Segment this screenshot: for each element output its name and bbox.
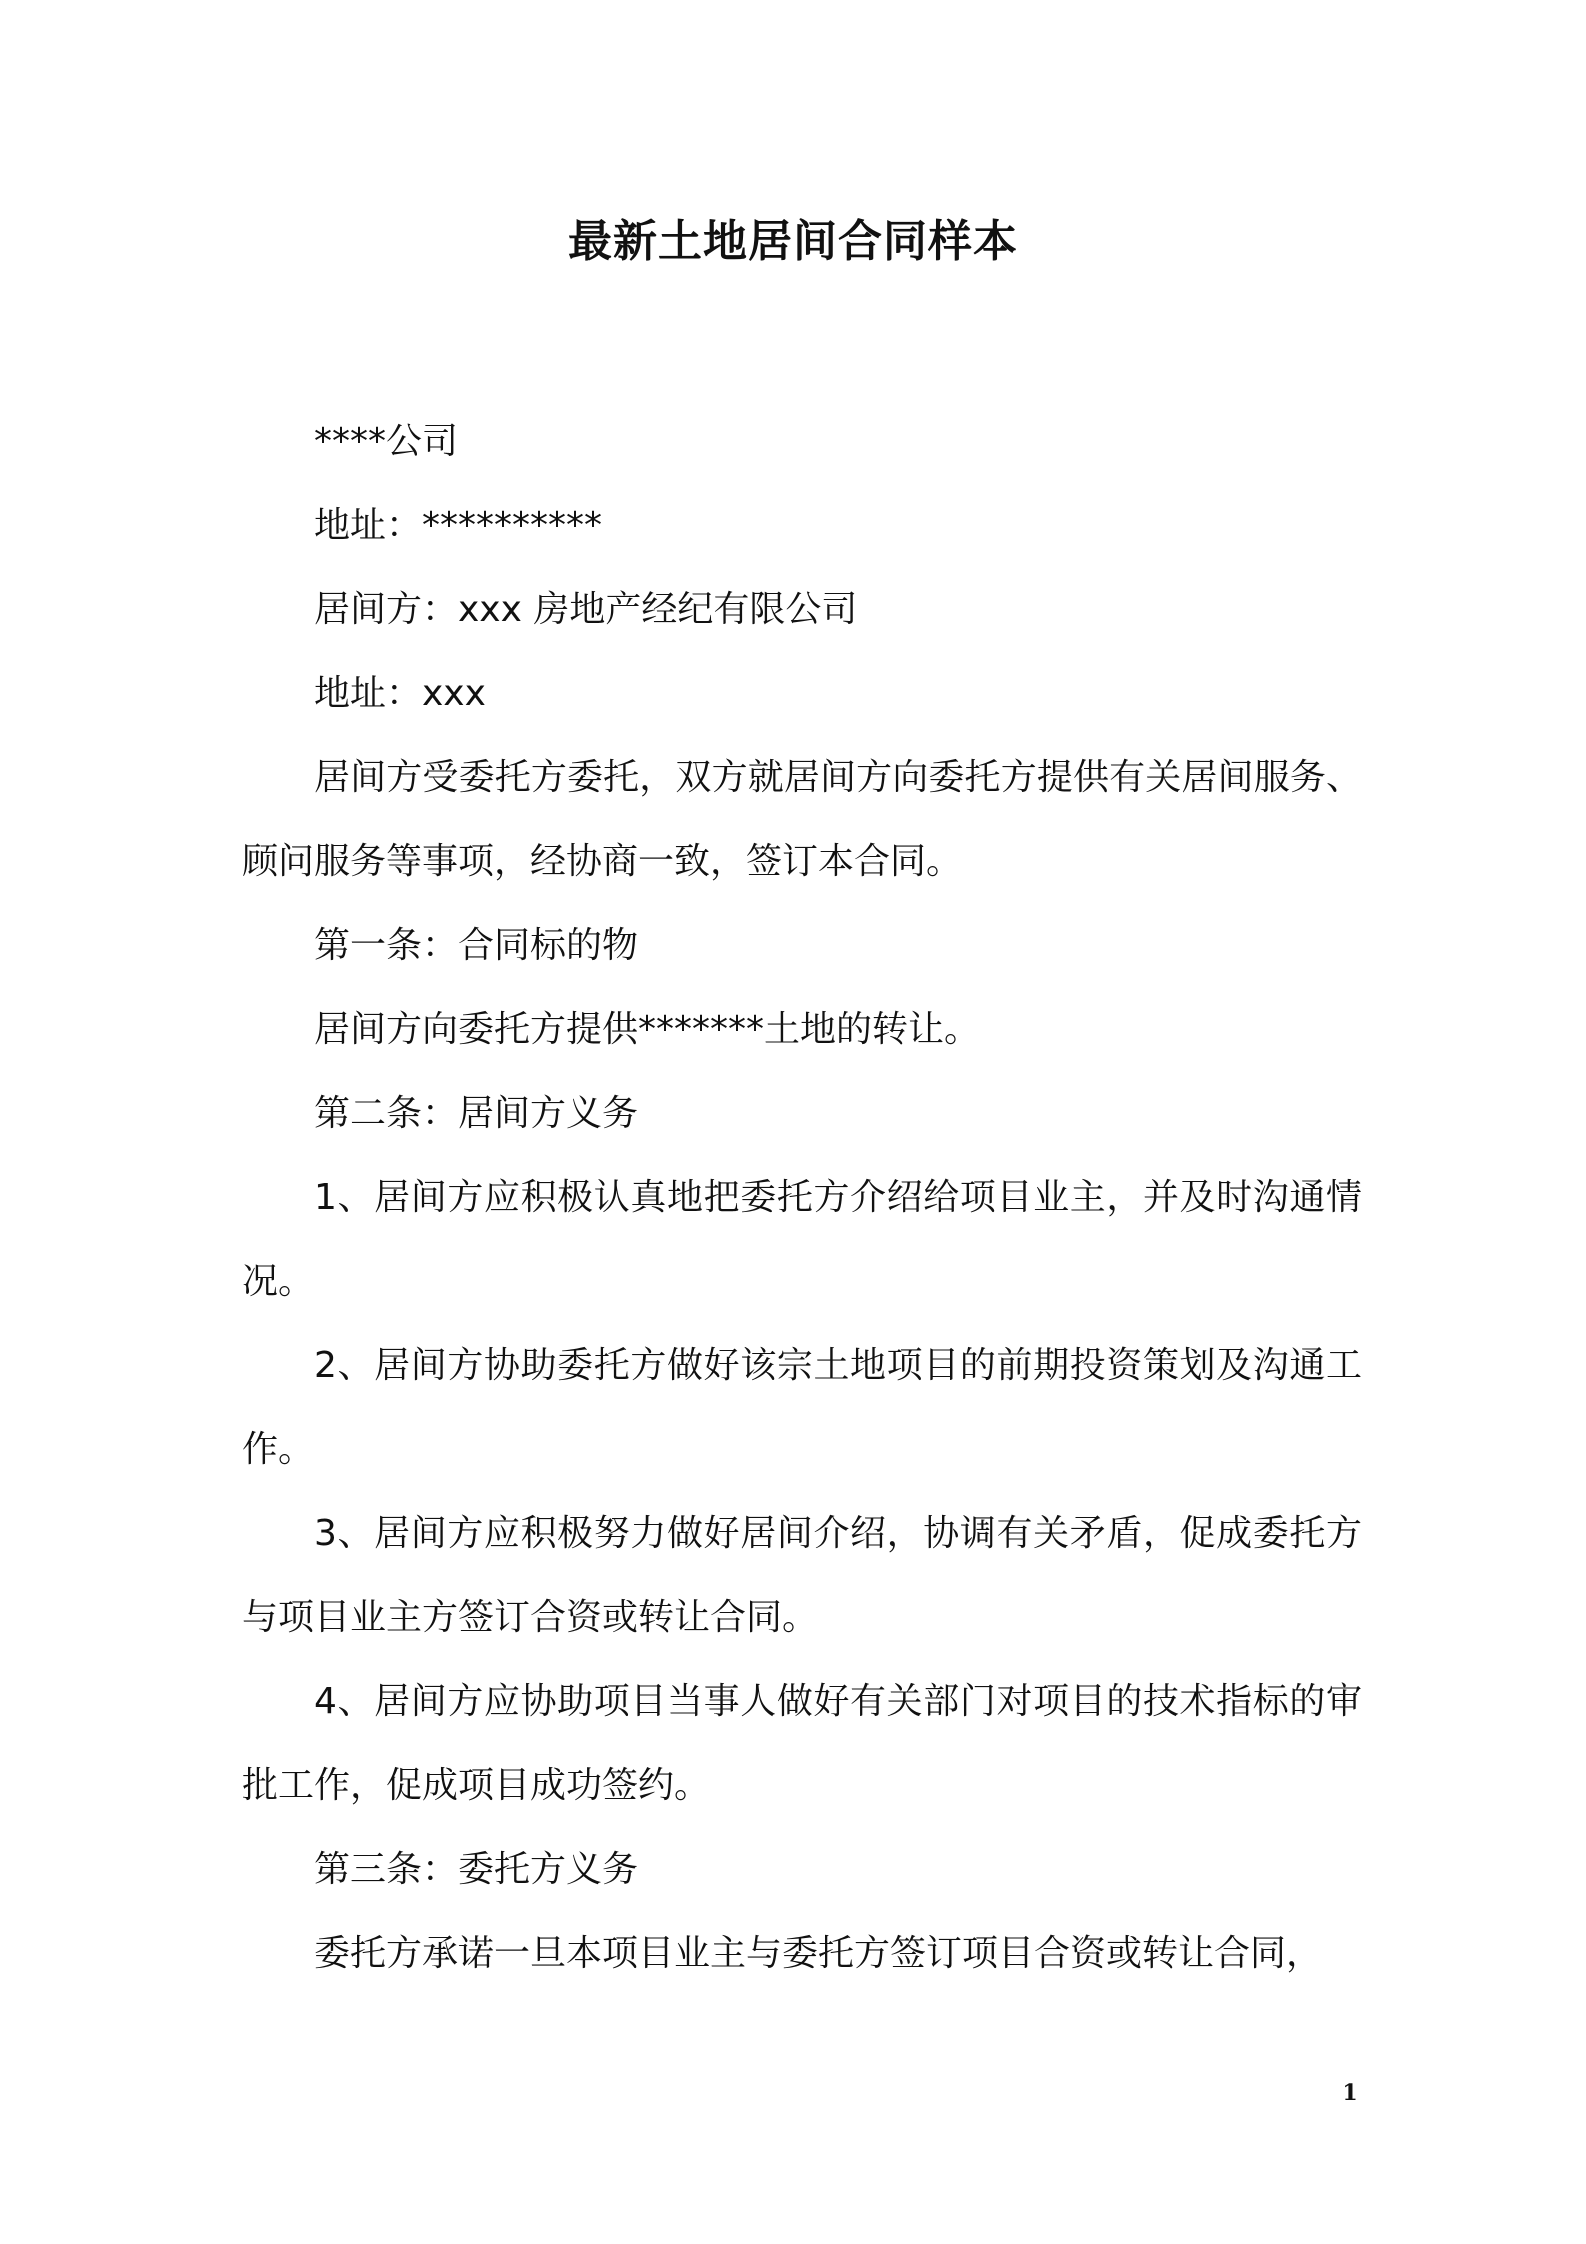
article-one-text: 居间方向委托方提供*******土地的转让。 — [314, 1009, 981, 1050]
party-company-address: 地址：********** — [314, 505, 603, 546]
party-company: ****公司 — [314, 421, 459, 462]
article-three-text: 委托方承诺一旦本项目业主与委托方签订项目合资或转让合同， — [314, 1933, 1323, 1974]
article-three-heading: 第三条：委托方义务 — [314, 1849, 639, 1890]
article-two-heading: 第二条：居间方义务 — [314, 1093, 639, 1134]
preamble-paragraph: 居间方受委托方委托，双方就居间方向委托方提供有关居间服务、顾问服务等事项，经协商一致，签订本合同。 — [242, 757, 1362, 882]
intermediary-party: 居间方：xxx 房地产经纪有限公司 — [314, 589, 858, 630]
document-title: 最新土地居间合同样本 — [568, 216, 1018, 267]
article-two-item-3: 3、居间方应积极努力做好居间介绍，协调有关矛盾，促成委托方与项目业主方签订合资或转让合同。 — [242, 1513, 1362, 1638]
page-number: 1 — [1342, 2080, 1358, 2106]
article-one-heading: 第一条：合同标的物 — [314, 925, 639, 966]
document-body — [242, 400, 1362, 1996]
intermediary-address: 地址：xxx — [314, 673, 486, 714]
article-two-item-2: 2、居间方协助委托方做好该宗土地项目的前期投资策划及沟通工作。 — [242, 1345, 1362, 1470]
article-two-item-1: 1、居间方应积极认真地把委托方介绍给项目业主，并及时沟通情况。 — [242, 1177, 1362, 1302]
article-two-item-4: 4、居间方应协助项目当事人做好有关部门对项目的技术指标的审批工作，促成项目成功签约。 — [242, 1681, 1362, 1806]
